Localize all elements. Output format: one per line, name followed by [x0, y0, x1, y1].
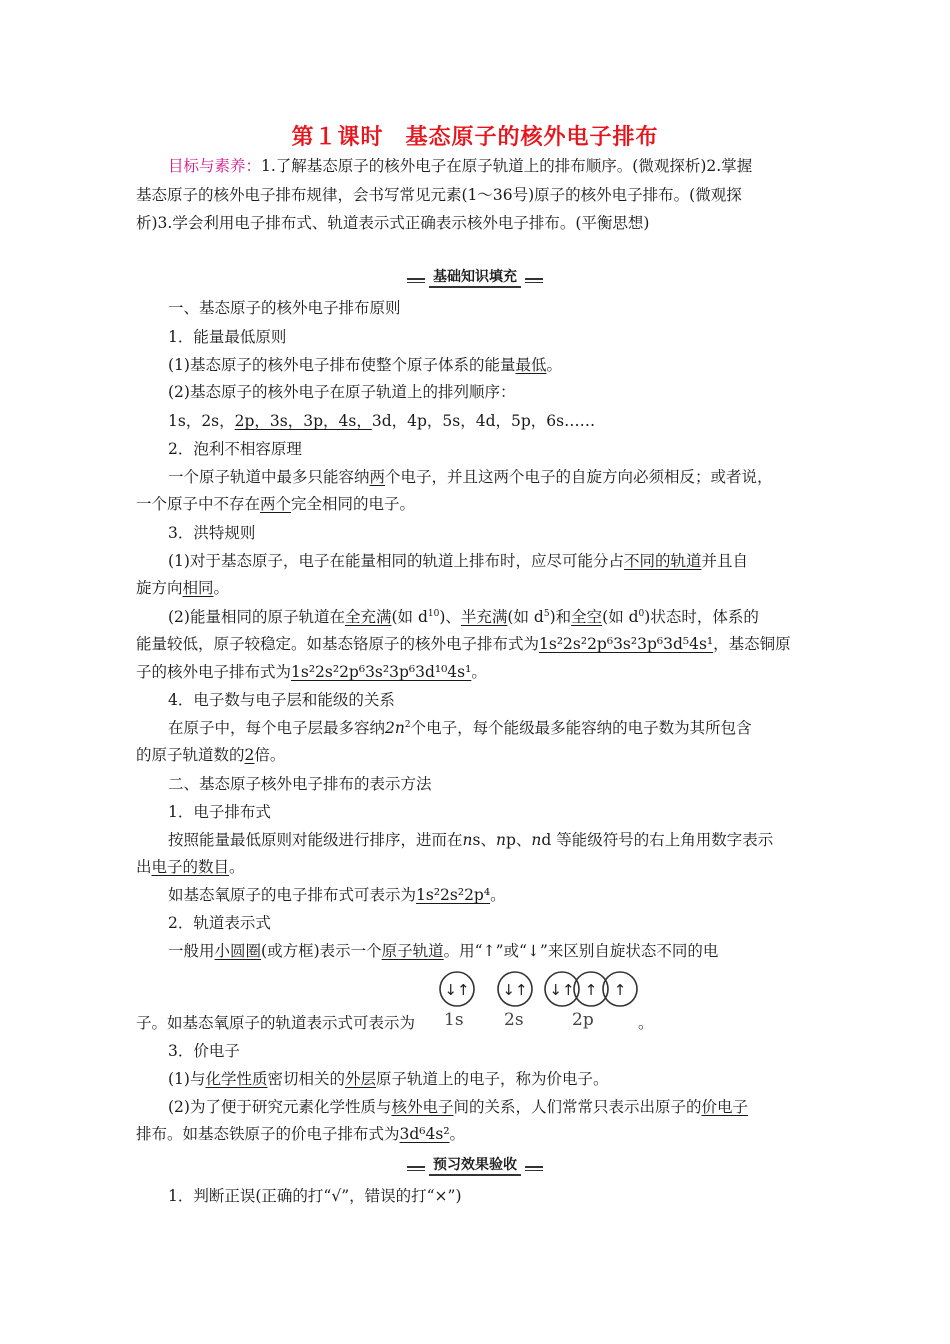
section-header-basics: [0, 266, 950, 287]
hund-line-1: [168, 549, 748, 573]
answer-blank: 全充满: [344, 608, 392, 626]
text: (2)为了便于研究元素化学性质与: [168, 1098, 392, 1116]
text: p、: [505, 831, 532, 849]
orbital-order: [168, 409, 595, 433]
text: (或方框)表示一个: [261, 942, 382, 960]
pauli-line-2: [136, 492, 415, 516]
goals-line-2: 基态原子的核外电子排布规律，会书写常见元素(1～36号)原子的核外电子排布。(微观探: [136, 186, 742, 204]
text: 出: [136, 858, 152, 876]
text: (如 d: [507, 608, 544, 626]
answer-blank: 核外电子: [391, 1098, 454, 1116]
text: 按照能量最低原则对能级进行排序，进而在: [168, 831, 463, 849]
section-title: 基础知识填充: [429, 269, 521, 288]
subheading-1-4: 4．电子数与电子层和能级的关系: [168, 691, 395, 709]
answer-blank: 原子轨道: [381, 942, 444, 960]
orbital-line-1: [168, 939, 718, 963]
valence-line-3: [136, 1122, 465, 1146]
heading-2: 二、基态原子核外电子排布的表示方法: [168, 775, 432, 793]
text: (如 d: [391, 608, 428, 626]
answer-blank: 小圆圈: [214, 942, 262, 960]
text: (1)基态原子的核外电子排布使整个原子体系的能量: [168, 356, 516, 374]
hund-line-4: [136, 632, 791, 656]
answer-blank: 外层: [345, 1070, 377, 1088]
text: 个电子，并且这两个电子的自旋方向必须相反；或者说，: [385, 468, 773, 486]
answer-blank: 价电子: [701, 1098, 749, 1116]
text: (如 d: [602, 608, 639, 626]
text: (1)对于基态原子，电子在能量相同的轨道上排布时，应尽可能分占: [168, 552, 624, 570]
hund-line-2: [136, 576, 229, 600]
text: d 等能级符号的右上角用数字表示: [541, 831, 774, 849]
text: 。: [229, 858, 245, 876]
question-1: 1．判断正误(正确的打“√”，错误的打“×”): [168, 1187, 462, 1205]
heading-1: 一、基态原子的核外电子排布原则: [168, 299, 401, 317]
text: 3d，4p，5s，4d，5p，6s……: [371, 412, 596, 430]
superscript: 0: [638, 608, 645, 619]
answer-blank: 化学性质: [205, 1070, 268, 1088]
o-configuration: 1s²2s²2p⁴: [416, 886, 491, 904]
valence-line-1: [168, 1067, 609, 1091]
answer-blank: 半充满: [460, 608, 508, 626]
subheading-1-1: 1．能量最低原则: [168, 328, 287, 346]
text: 排布。如基态铁原子的价电子排布式为: [136, 1125, 400, 1143]
goals-line-1: [168, 154, 752, 178]
symbol-n: n: [531, 831, 542, 849]
text: )和: [549, 608, 572, 626]
text: (2)能量相同的原子轨道在: [168, 608, 345, 626]
goals-label: 目标与素养：: [168, 157, 262, 175]
text: )状态时，体系的: [644, 608, 759, 626]
goals-line-3: 析)3.学会利用电子排布式、轨道表示式正确表示核外电子排布。(平衡思想): [136, 214, 650, 232]
subheading-1-2: 2．泡利不相容原理: [168, 440, 302, 458]
text: (1)与: [168, 1070, 206, 1088]
subheading-1-3: 3．洪特规则: [168, 524, 256, 542]
oxygen-orbital-diagram: [436, 970, 656, 1034]
answer-blank: 2: [244, 746, 255, 764]
goals-text-1: 1.了解基态原子的核外电子在原子轨道上的排布顺序。(微观探析)2.掌握: [261, 157, 753, 175]
text: 。: [471, 663, 487, 681]
answer-blank: 2p，3s，3p，4s，: [234, 412, 372, 430]
cr-configuration: 1s²2s²2p⁶3s²3p⁶3d⁵4s¹: [539, 635, 714, 653]
orbital-fill-2p-2: ↑: [584, 981, 598, 999]
superscript: 2: [404, 719, 411, 730]
formula: 2n: [385, 719, 405, 737]
orbital-line-2-end: 。: [638, 1014, 654, 1032]
text: 旋方向: [136, 579, 183, 597]
config-line-1: [168, 828, 773, 852]
text: 原子轨道上的电子，称为价电子。: [376, 1070, 609, 1088]
valence-line-2: [168, 1095, 748, 1119]
symbol-n: n: [462, 831, 473, 849]
text: 倍。: [254, 746, 286, 764]
text: 密切相关的: [267, 1070, 345, 1088]
paragraph-energy-2: (2)基态原子的核外电子在原子轨道上的排列顺序：: [168, 383, 516, 401]
subheading-2-3: 3．价电子: [168, 1042, 240, 1060]
page-title: [0, 120, 950, 151]
text: 如基态氧原子的电子排布式可表示为: [168, 886, 417, 904]
text: 。用“↑”或“↓”来区别自旋状态不同的电: [443, 942, 719, 960]
text: 1s，2s，: [168, 412, 235, 430]
relation-line-2: [136, 743, 285, 767]
paragraph-energy-1: [168, 353, 562, 377]
answer-blank: 相同: [182, 579, 214, 597]
text: 并且自: [701, 552, 748, 570]
text: 在原子中，每个电子层最多容纳: [168, 719, 386, 737]
answer-blank: 全空: [571, 608, 603, 626]
orbital-label-1s: 1s: [444, 1010, 464, 1030]
relation-line-1: [168, 716, 752, 740]
text: 子。如基态氧原子的轨道表示式可表示为: [136, 1014, 416, 1032]
orbital-fill-2s: ↓↑: [502, 981, 528, 999]
answer-blank: 最低: [515, 356, 547, 374]
superscript: 5: [543, 608, 550, 619]
hund-line-5: [136, 660, 487, 684]
text: 能量较低，原子较稳定。如基态铬原子的核外电子排布式为: [136, 635, 540, 653]
superscript: 10: [427, 608, 440, 619]
text: 个电子，每个能级最多能容纳的电子数为其所包含: [410, 719, 752, 737]
text: 。: [213, 579, 230, 597]
answer-blank: 两: [369, 468, 386, 486]
section-title: 预习效果验收: [429, 1157, 521, 1176]
hund-line-3: [168, 605, 759, 629]
orbital-fill-2p-1: ↓↑: [549, 981, 575, 999]
answer-blank: 不同的轨道: [623, 552, 702, 570]
lesson-number: 第１课时: [291, 125, 384, 150]
answer-blank: 电子的数目: [151, 858, 230, 876]
text: 一个原子轨道中最多只能容纳: [168, 468, 370, 486]
answer-blank: 两个: [260, 495, 292, 513]
text: 。: [449, 1125, 466, 1143]
orbital-label-2s: 2s: [504, 1010, 524, 1030]
config-line-3: [168, 883, 506, 907]
text: 子的核外电子排布式为: [136, 663, 292, 681]
text: 间的关系，人们常常只表示出原子的: [453, 1098, 702, 1116]
text: ，基态铜原: [713, 635, 791, 653]
text: 。: [490, 886, 506, 904]
text: 一般用: [168, 942, 215, 960]
text: 的原子轨道数的: [136, 746, 245, 764]
symbol-n: n: [495, 831, 506, 849]
cu-configuration: 1s²2s²2p⁶3s²3p⁶3d¹⁰4s¹: [291, 663, 472, 681]
text: s、: [472, 831, 496, 849]
text: 完全相同的电子。: [291, 495, 416, 513]
orbital-label-2p: 2p: [572, 1010, 594, 1030]
subheading-2-1: 1．电子排布式: [168, 803, 271, 821]
subheading-2-2: 2．轨道表示式: [168, 914, 271, 932]
orbital-diagram-svg: [436, 970, 656, 1030]
text: )、: [439, 608, 461, 626]
orbital-fill-1s: ↓↑: [444, 981, 470, 999]
orbital-line-2: [136, 1011, 415, 1035]
config-line-2: [136, 855, 245, 879]
orbital-fill-2p-3: ↑: [613, 981, 627, 999]
text: 。: [546, 356, 562, 374]
section-header-preview: [0, 1154, 950, 1175]
fe-valence-configuration: 3d⁶4s²: [399, 1125, 450, 1143]
lesson-title: 基态原子的核外电子排布: [405, 125, 659, 150]
text: 一个原子中不存在: [136, 495, 261, 513]
pauli-line-1: [168, 465, 773, 489]
